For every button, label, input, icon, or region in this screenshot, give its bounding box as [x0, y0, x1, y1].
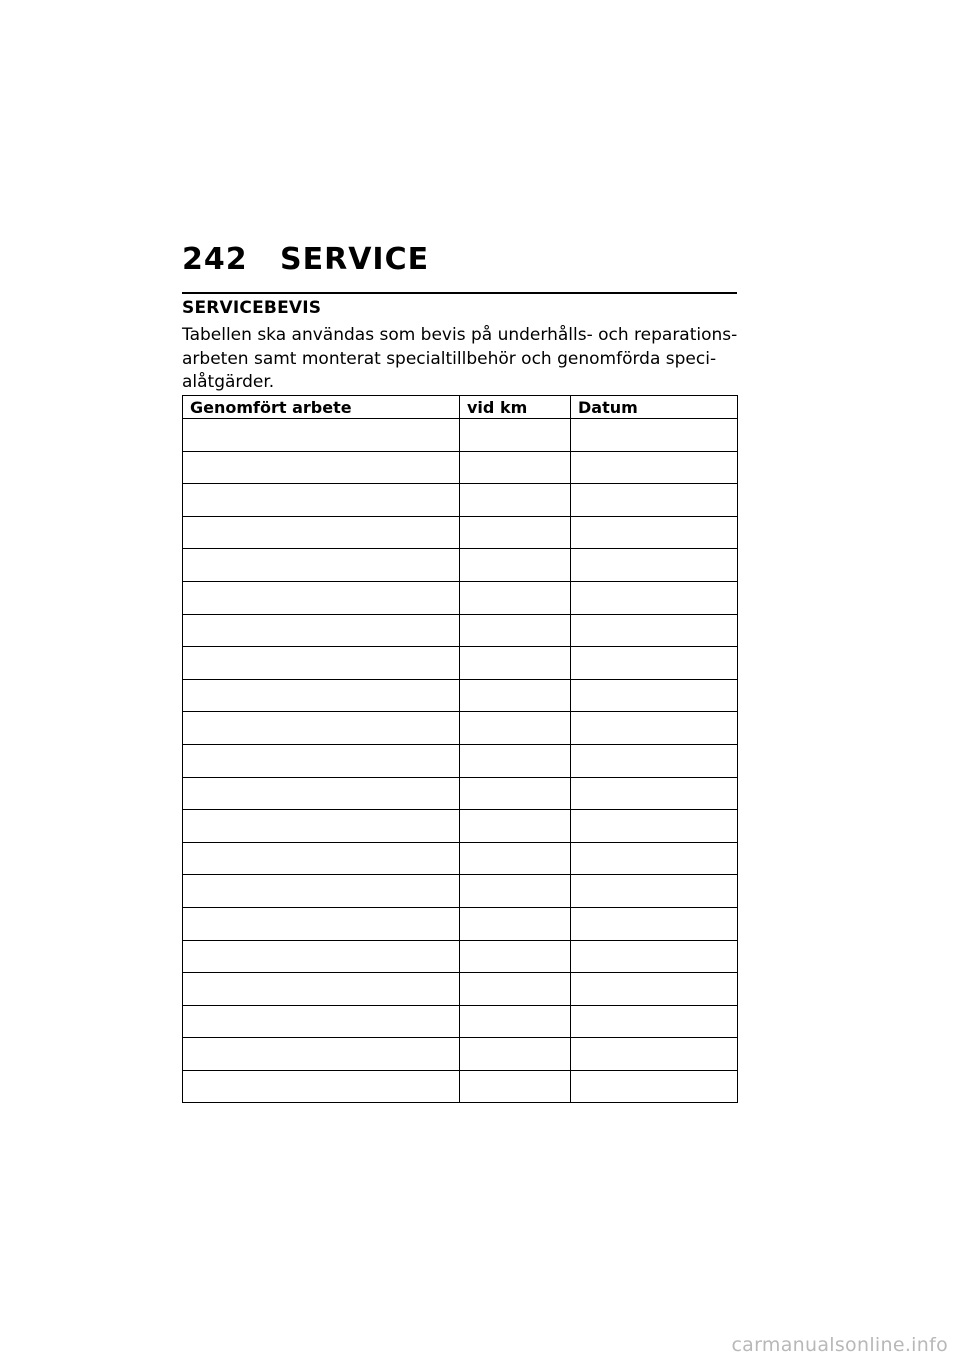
work-cell — [183, 744, 460, 777]
km-cell — [460, 712, 571, 745]
km-cell — [460, 940, 571, 973]
km-cell — [460, 614, 571, 647]
column-header-date: Datum — [571, 396, 738, 419]
date-cell — [571, 842, 738, 875]
work-cell — [183, 1005, 460, 1038]
intro-paragraph — [182, 324, 737, 395]
km-cell — [460, 842, 571, 875]
work-cell — [183, 875, 460, 908]
column-header-work: Genomfört arbete — [183, 396, 460, 419]
work-cell — [183, 940, 460, 973]
table-row — [183, 1005, 738, 1038]
date-cell — [571, 907, 738, 940]
km-cell — [460, 451, 571, 484]
table-header-row — [183, 396, 738, 419]
table-row — [183, 1070, 738, 1103]
table-row — [183, 484, 738, 517]
km-cell — [460, 549, 571, 582]
table-row — [183, 875, 738, 908]
work-cell — [183, 973, 460, 1006]
date-cell — [571, 614, 738, 647]
table-row — [183, 744, 738, 777]
table-body — [183, 419, 738, 1103]
date-cell — [571, 581, 738, 614]
intro-line: Tabellen ska användas som bevis på underhålls- och reparations- — [182, 325, 738, 345]
work-cell — [183, 647, 460, 680]
km-cell — [460, 1070, 571, 1103]
work-cell — [183, 614, 460, 647]
page-header — [182, 238, 737, 294]
table-row — [183, 581, 738, 614]
km-cell — [460, 875, 571, 908]
km-cell — [460, 810, 571, 843]
section-heading: SERVICEBEVIS — [182, 298, 322, 318]
table-row — [183, 451, 738, 484]
date-cell — [571, 744, 738, 777]
page-number: 242 — [182, 242, 248, 277]
km-cell — [460, 777, 571, 810]
date-cell — [571, 484, 738, 517]
km-cell — [460, 679, 571, 712]
table-row — [183, 777, 738, 810]
table-row — [183, 810, 738, 843]
table-row — [183, 842, 738, 875]
work-cell — [183, 1070, 460, 1103]
date-cell — [571, 451, 738, 484]
date-cell — [571, 419, 738, 452]
date-cell — [571, 712, 738, 745]
km-cell — [460, 744, 571, 777]
table-row — [183, 907, 738, 940]
service-record-table — [182, 395, 738, 1103]
chapter-title: SERVICE — [280, 242, 430, 277]
date-cell — [571, 516, 738, 549]
date-cell — [571, 549, 738, 582]
table-row — [183, 973, 738, 1006]
km-cell — [460, 1005, 571, 1038]
km-cell — [460, 1038, 571, 1071]
work-cell — [183, 419, 460, 452]
date-cell — [571, 1005, 738, 1038]
work-cell — [183, 451, 460, 484]
work-cell — [183, 516, 460, 549]
km-cell — [460, 516, 571, 549]
table-row — [183, 647, 738, 680]
intro-line: arbeten samt monterat specialtillbehör och genomförda speci- — [182, 348, 717, 369]
km-cell — [460, 581, 571, 614]
date-cell — [571, 973, 738, 1006]
date-cell — [571, 940, 738, 973]
table-row — [183, 679, 738, 712]
table-row — [183, 1038, 738, 1071]
km-cell — [460, 484, 571, 517]
date-cell — [571, 1038, 738, 1071]
table-row — [183, 614, 738, 647]
table-row — [183, 419, 738, 452]
work-cell — [183, 842, 460, 875]
km-cell — [460, 419, 571, 452]
date-cell — [571, 810, 738, 843]
work-cell — [183, 484, 460, 517]
work-cell — [183, 679, 460, 712]
km-cell — [460, 973, 571, 1006]
date-cell — [571, 875, 738, 908]
column-header-km: vid km — [460, 396, 571, 419]
work-cell — [183, 712, 460, 745]
work-cell — [183, 549, 460, 582]
work-cell — [183, 581, 460, 614]
km-cell — [460, 907, 571, 940]
date-cell — [571, 647, 738, 680]
date-cell — [571, 679, 738, 712]
km-cell — [460, 647, 571, 680]
work-cell — [183, 1038, 460, 1071]
date-cell — [571, 777, 738, 810]
table-row — [183, 516, 738, 549]
intro-line: alåtgärder. — [182, 372, 275, 392]
work-cell — [183, 907, 460, 940]
table-row — [183, 712, 738, 745]
table-row — [183, 549, 738, 582]
work-cell — [183, 810, 460, 843]
table-row — [183, 940, 738, 973]
watermark: carmanualsonline.info — [731, 1334, 948, 1356]
work-cell — [183, 777, 460, 810]
date-cell — [571, 1070, 738, 1103]
